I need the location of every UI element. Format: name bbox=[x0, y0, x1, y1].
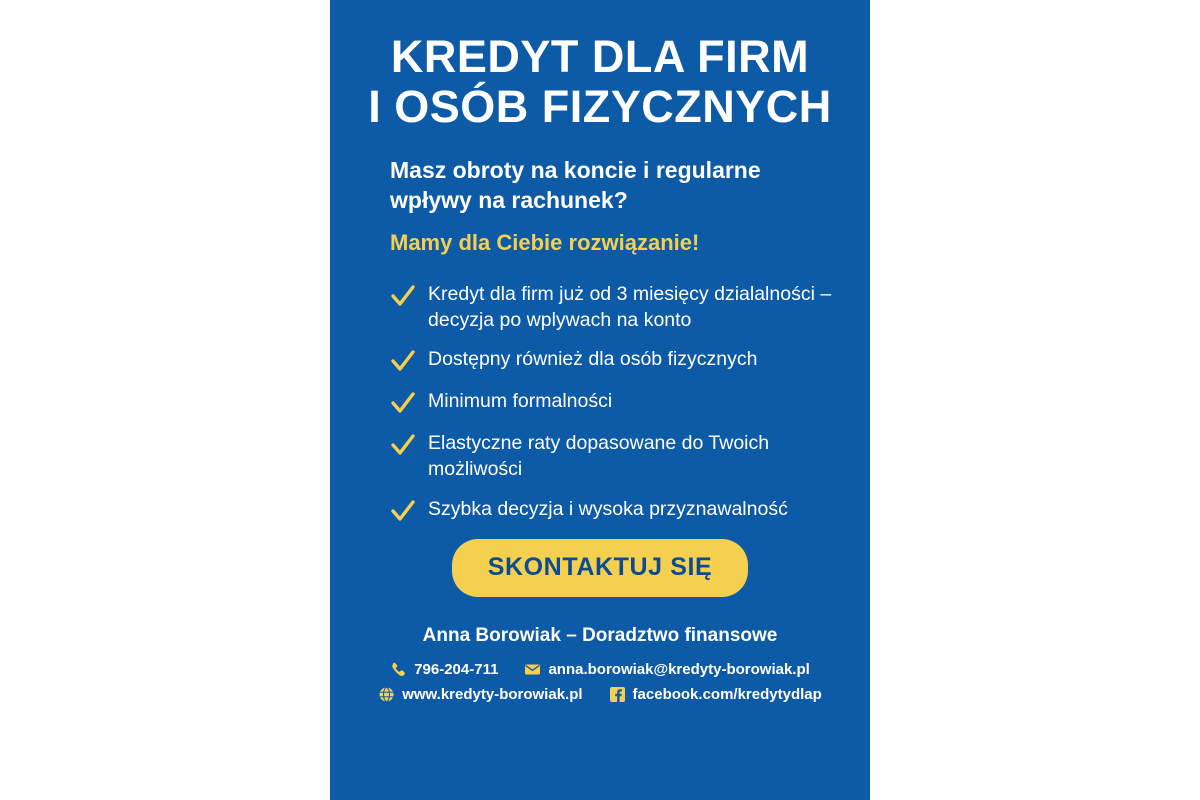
list-item-label: Elastyczne raty dopasowane do Twoich możliwości bbox=[428, 432, 770, 481]
email-contact[interactable] bbox=[524, 661, 809, 678]
list-item bbox=[390, 497, 848, 525]
envelope-icon bbox=[524, 661, 541, 678]
list-item bbox=[390, 347, 848, 375]
phone-number: 796-204-711 bbox=[414, 660, 499, 678]
list-item bbox=[390, 389, 848, 417]
email-address: anna.borowiak@kredyty-borowiak.pl bbox=[548, 660, 810, 678]
list-item-label: Kredyt dla firm już od 3 miesięcy dzialalności – decyzja po wplywach na konto bbox=[428, 282, 832, 331]
website-url: www.kredyty-borowiak.pl bbox=[402, 685, 583, 703]
contact-details bbox=[352, 661, 848, 703]
list-item-label: Dostępny również dla osób fizycznych bbox=[428, 348, 758, 371]
list-item-label: Szybka decyzja i wysoka przyznawalność bbox=[428, 497, 788, 520]
page-title bbox=[352, 0, 848, 133]
contact-us-button[interactable]: SKONTAKTUJ SIĘ bbox=[452, 539, 749, 597]
contact-row bbox=[364, 686, 836, 703]
contact-row bbox=[364, 661, 836, 678]
check-icon bbox=[390, 391, 416, 417]
poster-advertisement bbox=[330, 0, 870, 800]
check-icon bbox=[390, 284, 416, 310]
benefits-list bbox=[352, 282, 848, 525]
facebook-icon bbox=[609, 686, 626, 703]
facebook-url: facebook.com/kredytydlap bbox=[632, 685, 822, 703]
phone-contact[interactable] bbox=[390, 661, 498, 678]
facebook-contact[interactable] bbox=[609, 686, 822, 703]
tagline: Mamy dla Ciebie rozwiązanie! bbox=[390, 229, 700, 255]
advisor-name: Anna Borowiak – Doradztwo finansowe bbox=[422, 624, 778, 646]
headline-line-1: KREDYT DLA FIRM bbox=[390, 31, 810, 82]
check-icon bbox=[390, 499, 416, 525]
check-icon bbox=[390, 433, 416, 459]
check-icon bbox=[390, 349, 416, 375]
website-contact[interactable] bbox=[378, 686, 582, 703]
list-item-label: Minimum formalności bbox=[428, 390, 613, 413]
headline-line-2: I OSÓB FIZYCZNYCH bbox=[368, 81, 832, 133]
list-item bbox=[390, 282, 848, 333]
phone-icon bbox=[390, 661, 407, 678]
subheadline: Masz obroty na koncie i regularne wpływy na rachunek? bbox=[390, 156, 761, 214]
cta-container bbox=[352, 539, 848, 597]
list-item bbox=[390, 431, 848, 482]
globe-icon bbox=[378, 686, 395, 703]
